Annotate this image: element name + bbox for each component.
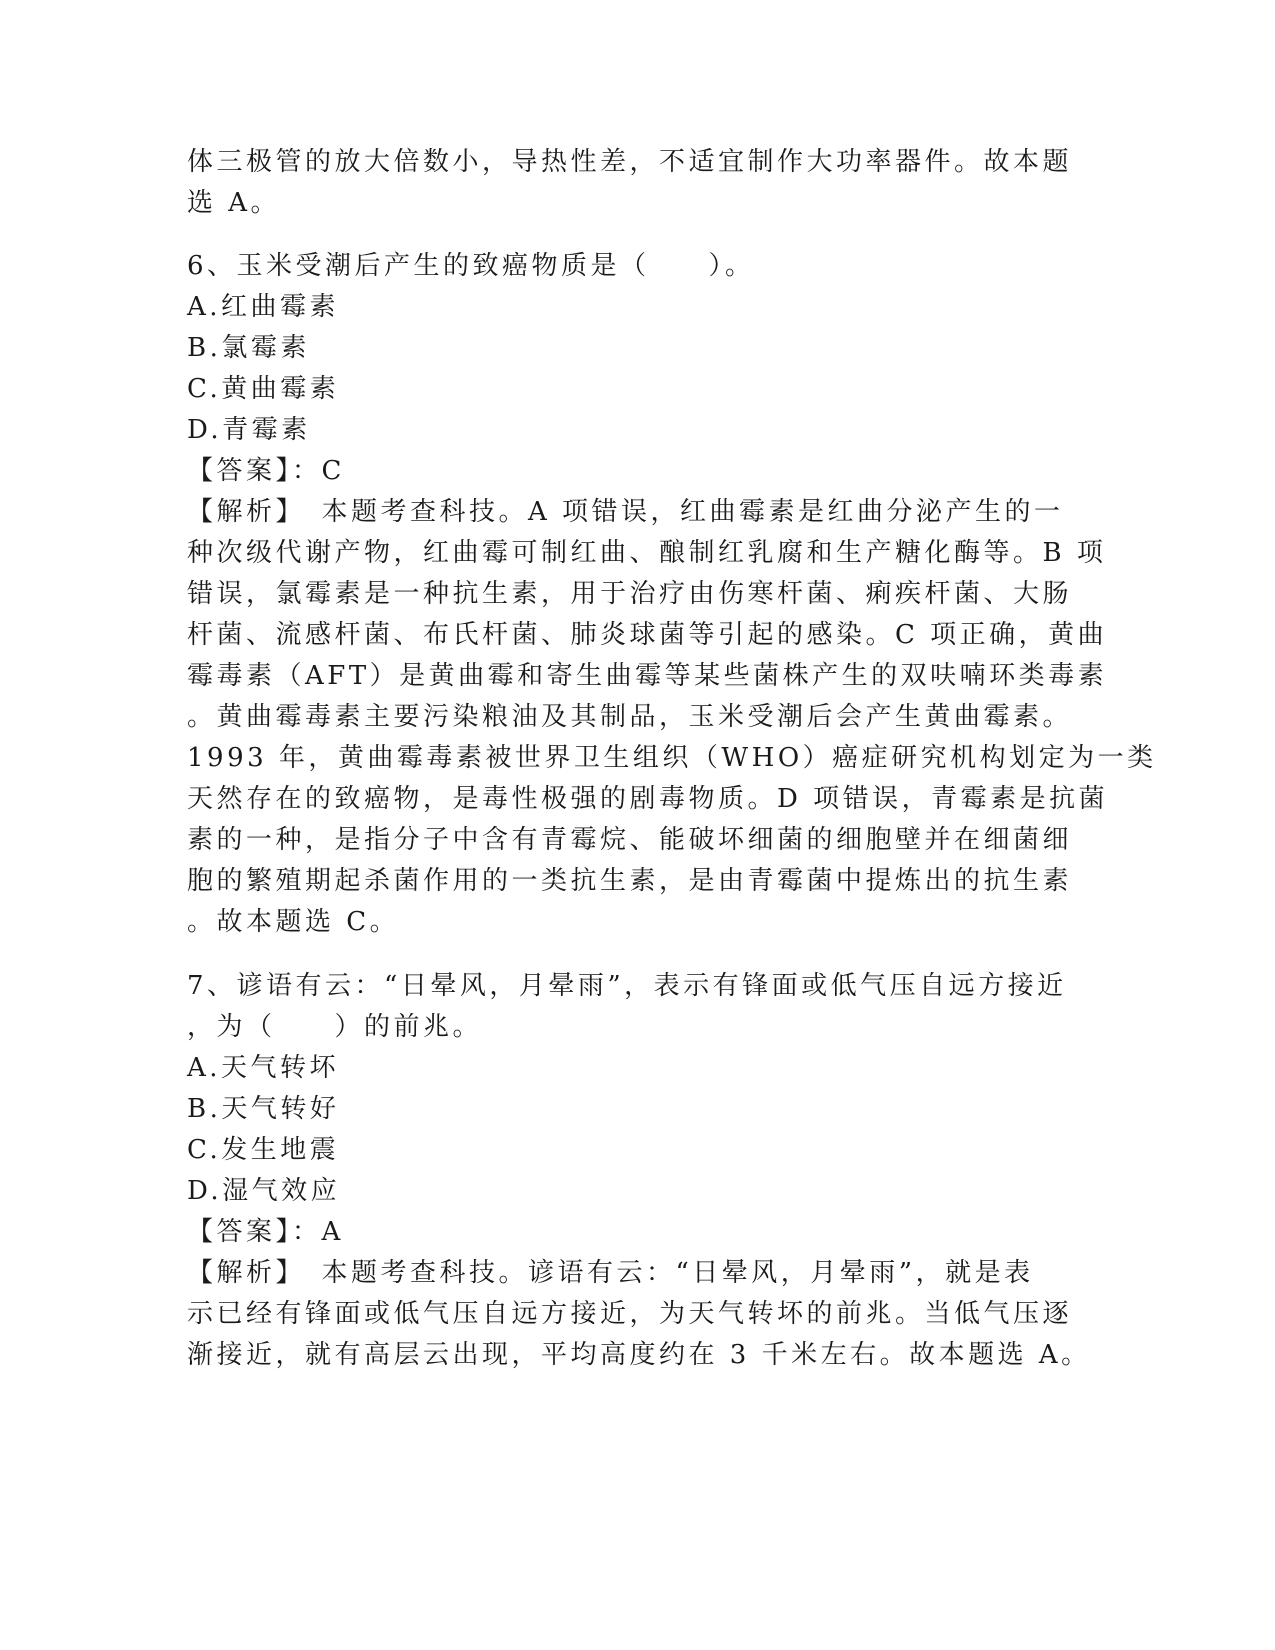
- question-6-analysis-line: 错误，氯霉素是一种抗生素，用于治疗由伤寒杆菌、痢疾杆菌、大肠: [187, 579, 1073, 609]
- question-6-stem: 6、玉米受潮后产生的致癌物质是（ ）。: [187, 251, 755, 281]
- question-6-option-a: A.红曲霉素: [187, 292, 340, 322]
- question-6-answer: 【答案】：C: [187, 456, 345, 486]
- question-7-option-d: D.湿气效应: [187, 1176, 341, 1206]
- question-6-option-d: D.青霉素: [187, 415, 311, 445]
- question-7-option-a: A.天气转坏: [187, 1053, 340, 1083]
- prev-explanation-line: 选 A。: [187, 188, 281, 218]
- question-6-analysis-line: 1993 年，黄曲霉毒素被世界卫生组织（WHO）癌症研究机构划定为一类: [187, 743, 1157, 773]
- question-6-option-b: B.氯霉素: [187, 333, 310, 363]
- question-6-analysis-line: 杆菌、流感杆菌、布氏杆菌、肺炎球菌等引起的感染。C 项正确，黄曲: [187, 620, 1108, 650]
- question-6-analysis-line: 胞的繁殖期起杀菌作用的一类抗生素，是由青霉菌中提炼出的抗生素: [187, 866, 1073, 896]
- question-6-analysis-line: 种次级代谢产物，红曲霉可制红曲、酿制红乳腐和生产糖化酶等。B 项: [187, 538, 1107, 568]
- question-7-stem: ，为（ ）的前兆。: [187, 1012, 483, 1042]
- question-7-analysis-line: 【解析】 本题考查科技。谚语有云：“日晕风，月晕雨”，就是表: [187, 1258, 1034, 1288]
- question-6-analysis-line: 。故本题选 C。: [187, 907, 400, 937]
- question-6-analysis-line: 【解析】 本题考查科技。A 项错误，红曲霉素是红曲分泌产生的一: [187, 497, 1064, 527]
- question-7-option-b: B.天气转好: [187, 1094, 340, 1124]
- prev-explanation-line: 体三极管的放大倍数小，导热性差，不适宜制作大功率器件。故本题: [187, 147, 1073, 177]
- question-7-analysis-line: 渐接近，就有高层云出现，平均高度约在 3 千米左右。故本题选 A。: [187, 1340, 1091, 1370]
- question-7-answer: 【答案】：A: [187, 1217, 344, 1247]
- question-6-analysis-line: 霉毒素（AFT）是黄曲霉和寄生曲霉等某些菌株产生的双呋喃环类毒素: [187, 661, 1108, 691]
- question-7-stem: 7、谚语有云：“日晕风，月晕雨”，表示有锋面或低气压自远方接近: [187, 971, 1067, 1001]
- question-6-analysis-line: 素的一种，是指分子中含有青霉烷、能破坏细菌的细胞壁并在细菌细: [187, 825, 1073, 855]
- question-7-option-c: C.发生地震: [187, 1135, 340, 1165]
- question-6-analysis-line: 。黄曲霉毒素主要污染粮油及其制品，玉米受潮后会产生黄曲霉素。: [187, 702, 1073, 732]
- question-6-option-c: C.黄曲霉素: [187, 374, 340, 404]
- question-6-analysis-line: 天然存在的致癌物，是毒性极强的剧毒物质。D 项错误，青霉素是抗菌: [187, 784, 1109, 814]
- question-7-analysis-line: 示已经有锋面或低气压自远方接近，为天气转坏的前兆。当低气压逐: [187, 1299, 1073, 1329]
